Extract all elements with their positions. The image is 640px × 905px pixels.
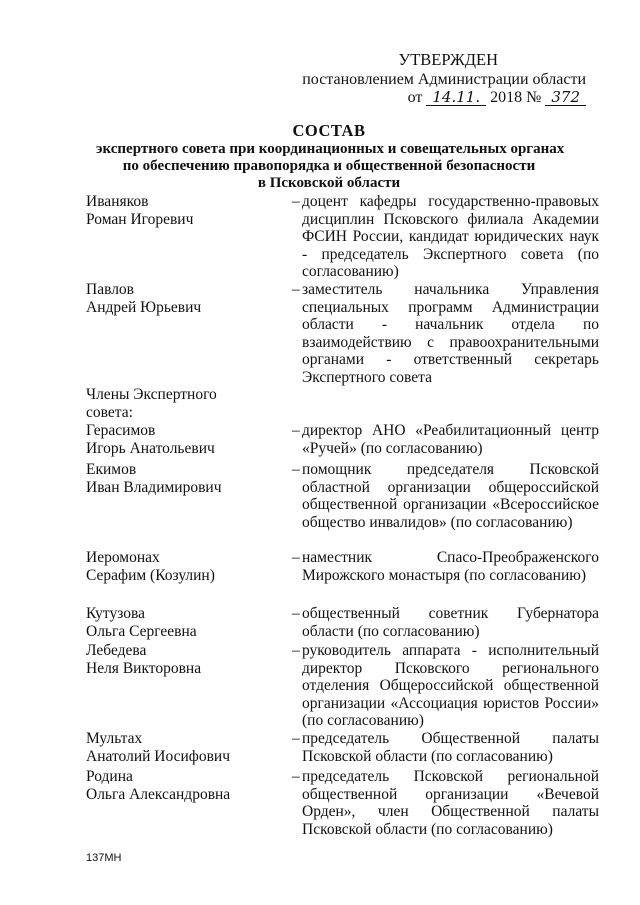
subtitle-line-3: в Псковской области [257, 175, 401, 191]
page-title: СОСТАВ [292, 121, 366, 140]
dash: – [292, 642, 300, 659]
member-description: общественный советник Губернатора области (по согласованию) [302, 605, 599, 640]
member-given-name: Неля Викторовна [86, 659, 202, 677]
member-surname: Лебедева [86, 642, 147, 659]
member-surname: Родина [86, 768, 133, 785]
member-surname: Павлов [86, 281, 134, 298]
member-name [86, 281, 286, 316]
dash: – [292, 461, 300, 478]
member-name [86, 461, 286, 496]
approval-year: 2018 № [490, 89, 542, 106]
member-description: доцент кафедры государственно-правовых дисциплин Псковского филиала Академии ФСИН России, кандидат юридических наук - председатель Экспертного совета (по согласованию) [302, 193, 599, 280]
member-surname: Мультах [86, 730, 143, 747]
member-description: председатель Общественной палаты Псковской области (по согласованию) [302, 730, 599, 765]
member-description: председатель Псковской региональной общественной организации «Вечевой Орден», член Общественной палаты Псковской области (по согласованию) [302, 768, 599, 838]
member-name [86, 422, 286, 457]
member-given-name: Игорь Анатольевич [86, 439, 215, 457]
member-given-name: Роман Игоревич [86, 210, 194, 228]
approval-authority: постановлением Администрации области [302, 71, 586, 88]
member-name [86, 605, 286, 640]
member-surname: Екимов [86, 461, 137, 478]
dash: – [292, 422, 300, 439]
member-given-name: Анатолий Иосифович [86, 747, 230, 765]
member-name [86, 193, 286, 228]
handwritten-number: 372 [545, 89, 586, 106]
member-description: наместник Спасо-Преображенского Мирожского монастыря (по согласованию) [302, 549, 599, 584]
member-surname: Кутузова [86, 605, 146, 622]
dash: – [292, 549, 300, 566]
member-description: заместитель начальника Управления специальных программ Администрации области - начальник отдела по взаимодействию с правоохранительными органами - ответственный секретарь Экспертного совета [302, 281, 599, 386]
member-given-name: Ольга Сергеевна [86, 622, 197, 640]
member-given-name: Серафим (Козулин) [86, 566, 215, 584]
approval-prefix: от [407, 89, 423, 106]
document-code: 137МН [86, 852, 122, 864]
member-surname: Иваняков [86, 193, 149, 210]
handwritten-date: 14.11. [426, 89, 486, 106]
member-name [86, 642, 286, 677]
approval-title: УТВЕРЖДЕН [398, 50, 498, 69]
member-given-name: Иван Владимирович [86, 478, 222, 496]
subtitle-line-1: экспертного совета при координационных и совещательных органах [96, 141, 565, 157]
dash: – [292, 605, 300, 622]
member-description: директор АНО «Реабилитационный центр «Ручей» (по согласованию) [302, 422, 599, 457]
member-name [86, 549, 286, 584]
member-description: руководитель аппарата - исполнительный директор Псковского регионального отделения Общероссийской общественной организации «Ассоциация юристов России» (по согласованию) [302, 642, 599, 729]
member-name [86, 768, 286, 803]
dash: – [292, 730, 300, 747]
member-surname: Герасимов [86, 422, 156, 439]
member-name [86, 730, 286, 765]
member-given-name: Ольга Александровна [86, 785, 231, 803]
member-description: помощник председателя Псковской областной организации общероссийской общественной организации «Всероссийское общество инвалидов» (по согласованию) [302, 461, 599, 531]
member-given-name: Андрей Юрьевич [86, 298, 202, 316]
subtitle-line-2: по обеспечению правопорядка и общественной безопасности [122, 158, 536, 174]
member-surname: Иеромонах [86, 549, 160, 566]
dash: – [292, 768, 300, 785]
members-heading: Члены Экспертного совета: [86, 386, 217, 421]
approval-date-line [408, 89, 586, 107]
dash: – [292, 281, 300, 298]
dash: – [292, 193, 300, 210]
